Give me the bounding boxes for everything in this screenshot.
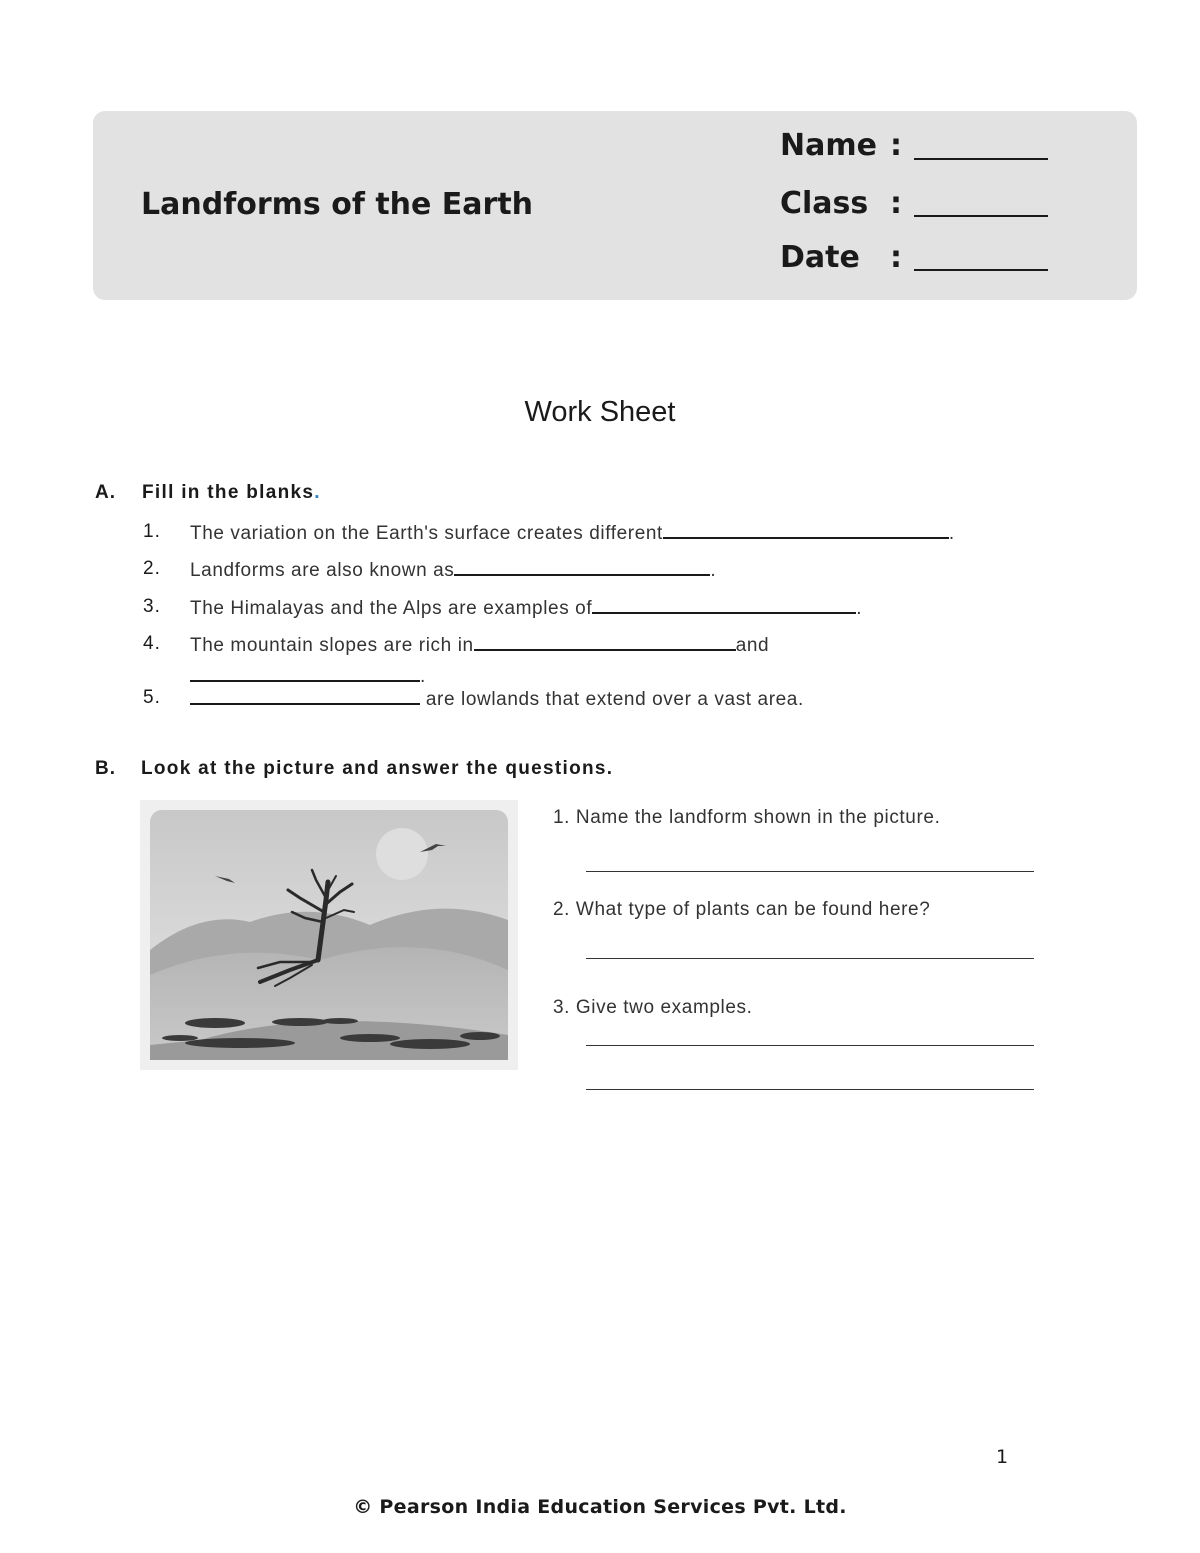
- blank-question-2: Landforms are also known as .: [190, 560, 717, 581]
- name-label: Name: [780, 128, 877, 163]
- date-field[interactable]: [914, 269, 1048, 271]
- picture-question-1: 1. Name the landform shown in the picture.: [553, 807, 941, 828]
- answer-blank-4b[interactable]: [190, 664, 420, 682]
- name-field[interactable]: [914, 158, 1048, 160]
- section-b-letter: B.: [95, 758, 116, 779]
- answer-blank-3[interactable]: [592, 596, 856, 614]
- desert-scene-picture: [140, 800, 518, 1070]
- date-colon: :: [890, 240, 902, 275]
- blank-question-4-continued: .: [190, 664, 426, 688]
- answer-blank-1[interactable]: [663, 521, 949, 539]
- blank-question-3: The Himalayas and the Alps are examples of .: [190, 598, 863, 619]
- answer-line-1[interactable]: [586, 871, 1034, 872]
- worksheet-topic-title: Landforms of the Earth: [141, 187, 534, 222]
- worksheet-title: Work Sheet: [524, 396, 676, 428]
- date-label: Date: [780, 240, 860, 275]
- item-number: 2.: [143, 558, 161, 579]
- item-number: 3.: [143, 596, 161, 617]
- picture-question-2: 2. What type of plants can be found here?: [553, 899, 931, 920]
- picture-question-3: 3. Give two examples.: [553, 997, 753, 1018]
- answer-line-3b[interactable]: [586, 1089, 1034, 1090]
- item-number: 1.: [143, 521, 161, 542]
- blank-question-1: The variation on the Earth's surface creates different .: [190, 523, 955, 544]
- answer-blank-2[interactable]: [454, 558, 710, 576]
- answer-blank-4a[interactable]: [474, 633, 736, 651]
- class-colon: :: [890, 186, 902, 221]
- answer-line-3a[interactable]: [586, 1045, 1034, 1046]
- item-number: 4.: [143, 633, 161, 654]
- blank-question-5: are lowlands that extend over a vast area.: [190, 687, 804, 711]
- blank-question-4: The mountain slopes are rich in and: [190, 635, 770, 656]
- copyright-footer: © Pearson India Education Services Pvt. Ltd.: [353, 1496, 847, 1518]
- item-number: 5.: [143, 687, 161, 708]
- page-number: 1: [996, 1446, 1009, 1468]
- section-a-letter: A.: [95, 482, 116, 503]
- section-b-title: Look at the picture and answer the questions.: [141, 758, 614, 779]
- name-colon: :: [890, 128, 902, 163]
- sun-icon: [376, 828, 428, 880]
- class-label: Class: [780, 186, 869, 221]
- answer-blank-5[interactable]: [190, 687, 420, 705]
- class-field[interactable]: [914, 215, 1048, 217]
- answer-line-2[interactable]: [586, 958, 1034, 959]
- section-a-title: Fill in the blanks.: [142, 482, 321, 503]
